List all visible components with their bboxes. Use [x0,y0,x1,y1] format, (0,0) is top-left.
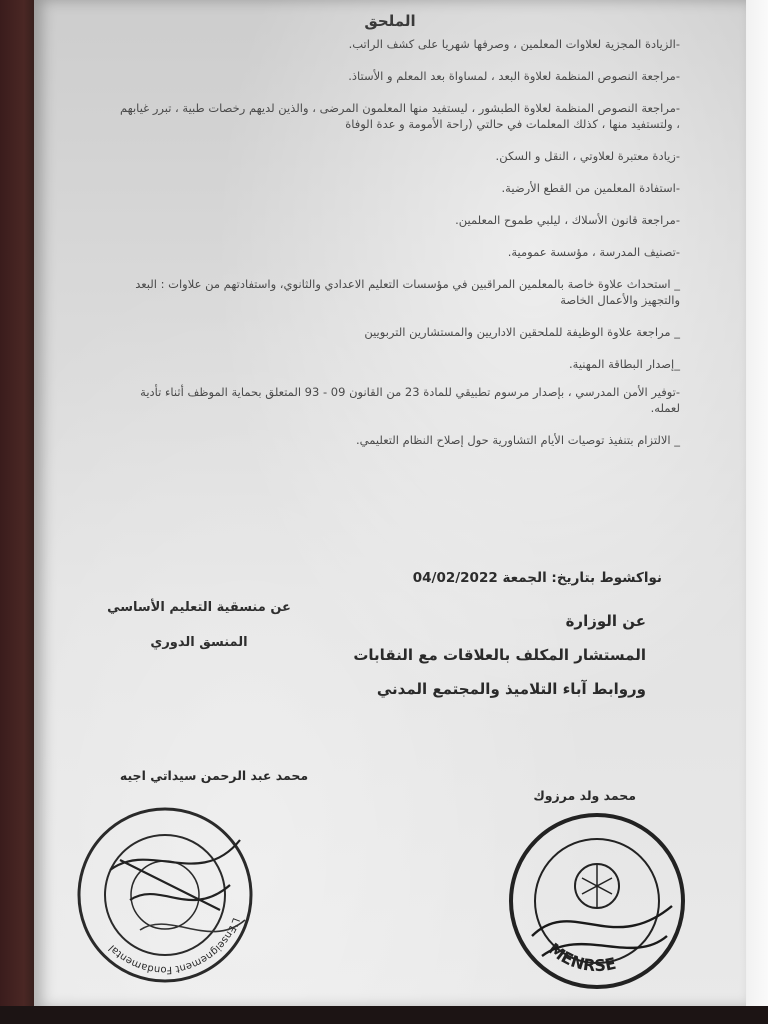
ministry-block [326,612,646,698]
document-title: الملحق [364,12,416,30]
signatory-right-name: محمد ولد مرزوك [533,788,636,803]
signatory-left-name: محمد عبد الرحمن سيداتي اجيه [119,768,309,783]
advisor-role: المستشار المكلف بالعلاقات مع النقابات [353,646,646,664]
annex-item: -مراجعة النصوص المنظمة لعلاوة الطبشور ، ليستفيد منها المعلمون المرضى ، والذين لديهم رخصات طبية ، تبرر غيابهم ، ولتستفيد منها ، كذلك المعلمات في حالتي (راحة الأمومة و عدة الوفاة [120,101,680,131]
annex-item: -الزيادة المجزية لعلاوات المعلمين ، وصرفها شهريا على كشف الراتب. [348,37,680,51]
annex-item: _ الالتزام بتنفيذ توصيات الأيام التشاورية حول إصلاح النظام التعليمي. [356,433,680,447]
dateline: نواكشوط بتاريخ: الجمعة 04/02/2022 [412,570,662,586]
coordinator-role: المنسق الدوري [150,635,248,650]
annex-item: _إصدار البطاقة المهنية. [569,357,680,371]
advisor-role-cont: وروابط آباء التلاميذ والمجتمع المدني [376,680,646,698]
annex-item: -زيادة معتبرة لعلاوتي ، النقل و السكن. [495,149,680,163]
stamp-right-seal [502,806,692,996]
annex-item: _ مراجعة علاوة الوظيفة للملحقين الاداريين والمستشارين التربويين [364,325,680,339]
background-bottom-edge [0,1006,768,1024]
document-page [34,0,746,1008]
annex-item: -مراجعة قانون الأسلاك ، ليلبي طموح المعلمين. [455,213,680,227]
annex-item: -مراجعة النصوص المنظمة لعلاوة البعد ، لمساواة بعد المعلم و الأستاذ. [348,69,680,83]
annex-item-list [120,36,680,464]
ministry-title: عن الوزارة [565,612,646,630]
annex-item: -توفير الأمن المدرسي ، بإصدار مرسوم تطبيقي للمادة 23 من القانون 09 - 93 المتعلق بحماية الموظف أثناء تأدية لعمله. [140,385,680,415]
annex-item: -استفادة المعلمين من القطع الأرضية. [501,181,680,195]
annex-item: -تصنيف المدرسة ، مؤسسة عمومية. [507,245,680,259]
coordination-block [84,600,314,650]
stamp-left-seal [70,800,260,990]
stamp-right-label: MENRSE [544,939,618,976]
coordination-title: عن منسقية التعليم الأساسي [107,600,291,615]
annex-item: _ استحداث علاوة خاصة بالمعلمين المراقبين في مؤسسات التعليم الاعدادي والثانوي، واستفادتهم من علاوات : البعد والتجهيز والأعمال الخاصة [135,277,680,307]
svg-text:L'Enseignement Fondamental: L'Enseignement Fondamental [106,916,242,976]
